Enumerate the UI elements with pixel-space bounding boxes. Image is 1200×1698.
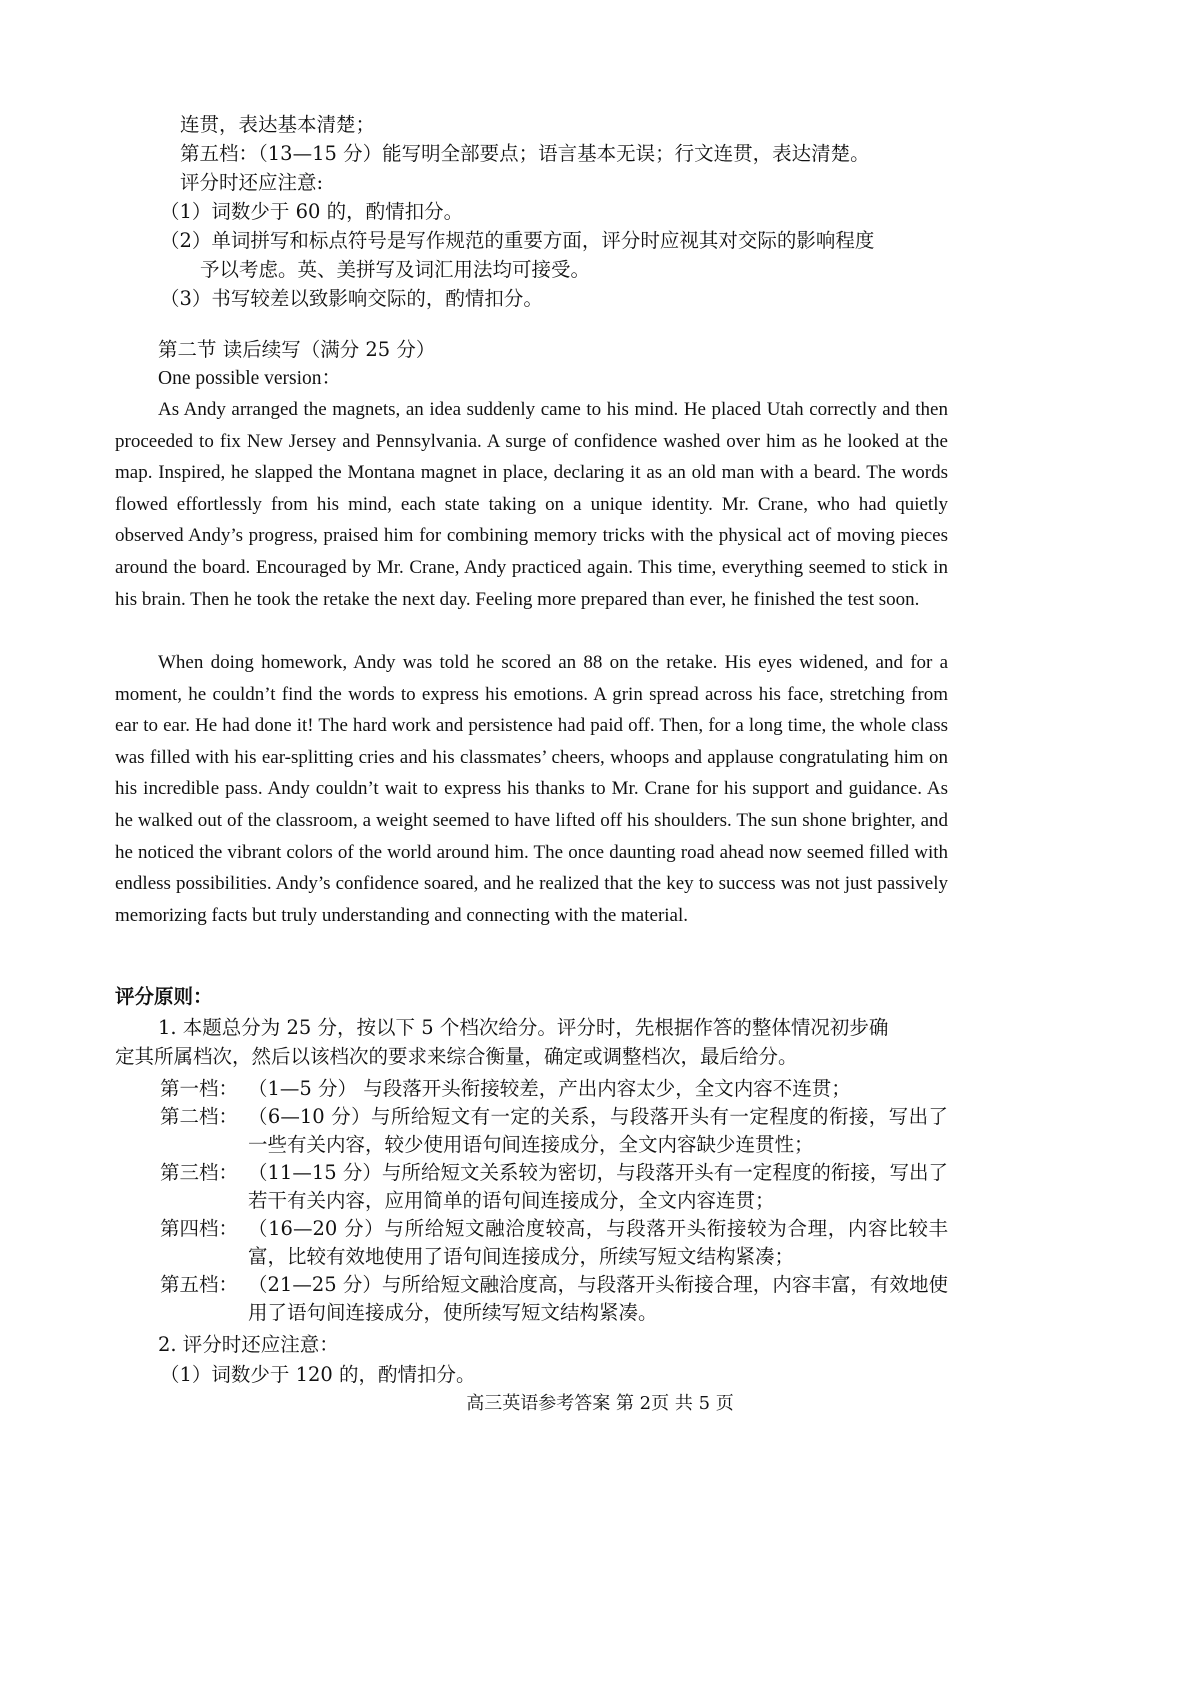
level-description: （11—15 分）与所给短文关系较为密切，与段落开头有一定程度的衔接，写出了若干有关内容，应用简单的语句间连接成分，全文内容连贯； — [248, 1161, 948, 1212]
scoring-heading: 评分原则： — [115, 985, 213, 1008]
scoring-rule-2: 2. 评分时还应注意： — [158, 1333, 339, 1356]
level-row — [160, 1103, 960, 1159]
level-label: 第三档： — [160, 1161, 239, 1184]
scoring-rule-2-note-1: （1）词数少于 120 的，酌情扣分。 — [160, 1363, 476, 1386]
criteria-note-2-continued: 予以考虑。英、美拼写及词汇用法均可接受。 — [200, 258, 591, 281]
criteria-notes-title: 评分时还应注意: — [180, 171, 324, 194]
level-row — [160, 1215, 960, 1271]
level-row — [160, 1159, 960, 1215]
section-2-title: 第二节 读后续写（满分 25 分） — [158, 338, 436, 361]
level-label: 第五档： — [160, 1273, 239, 1296]
criteria-continued-line: 连贯，表达基本清楚； — [180, 113, 376, 136]
scoring-rule-1-continued: 定其所属档次，然后以该档次的要求来综合衡量，确定或调整档次，最后给分。 — [115, 1045, 798, 1068]
level-label: 第四档： — [160, 1217, 239, 1240]
level-label: 第二档： — [160, 1105, 239, 1128]
criteria-level-5: 第五档：（13—15 分）能写明全部要点；语言基本无误；行文连贯，表达清楚。 — [180, 142, 870, 165]
level-label: 第一档： — [160, 1077, 239, 1100]
level-description: （6—10 分）与所给短文有一定的关系，与段落开头有一定程度的衔接，写出了一些有关内容，较少使用语句间连接成分，全文内容缺少连贯性； — [248, 1105, 948, 1156]
level-description: （21—25 分）与所给短文融洽度高，与段落开头衔接合理，内容丰富，有效地使用了语句间连接成分，使所续写短文结构紧凑。 — [248, 1273, 948, 1324]
criteria-note-2: （2）单词拼写和标点符号是写作规范的重要方面，评分时应视其对交际的影响程度 — [160, 229, 875, 252]
page-footer: 高三英语参考答案 第 2页 共 5 页 — [466, 1393, 734, 1414]
level-row — [160, 1271, 960, 1327]
level-description: （1—5 分） 与段落开头衔接较差，产出内容太少，全文内容不连贯； — [248, 1077, 851, 1100]
criteria-note-3: （3）书写较差以致影响交际的，酌情扣分。 — [160, 287, 543, 310]
version-label: One possible version： — [158, 368, 342, 389]
level-row — [160, 1075, 960, 1103]
level-description: （16—20 分）与所给短文融洽度较高，与段落开头衔接较为合理，内容比较丰富，比较有效地使用了语句间连接成分，所续写短文结构紧凑； — [248, 1217, 948, 1268]
criteria-note-1: （1）词数少于 60 的，酌情扣分。 — [160, 200, 464, 223]
scoring-rule-1: 1. 本题总分为 25 分，按以下 5 个档次给分。评分时，先根据作答的整体情况初步确 — [158, 1016, 889, 1039]
essay-paragraph-2: When doing homework, Andy was told he scored an 88 on the retake. His eyes widened, and for a moment, he couldn’t find the words to express his emotions. A grin spread across his face, stretching from ear to ear. He had done it! The hard work and persistence had paid off. Then, for a long time, the whole class was filled with his ear-splitting cries and his classmates’ cheers, whoops and applause congratulating him on his incredible pass. Andy couldn’t wait to express his thanks to Mr. Crane for his support and guidance. As he walked out of the classroom, a weight seemed to have lifted off his shoulders. The sun shone brighter, and he noticed the vibrant colors of the world around him. The once daunting road ahead now seemed filled with endless possibilities. Andy’s confidence soared, and he realized that the key to success was not just passively memorizing facts but truly understanding and connecting with the material. — [115, 652, 948, 926]
essay-paragraph-1: As Andy arranged the magnets, an idea suddenly came to his mind. He placed Utah correctly and then proceeded to fix New Jersey and Pennsylvania. A surge of confidence washed over him as he looked at the map. Inspired, he slapped the Montana magnet in place, declaring it as an old man with a beard. The words flowed effortlessly from his mind, each state taking on a unique identity. Mr. Crane, who had quietly observed Andy’s progress, praised him for combining memory tricks with the physical act of moving pieces around the board. Encouraged by Mr. Crane, Andy practiced again. This time, everything seemed to stick in his brain. Then he took the retake the next day. Feeling more prepared than ever, he finished the test soon. — [115, 399, 948, 610]
